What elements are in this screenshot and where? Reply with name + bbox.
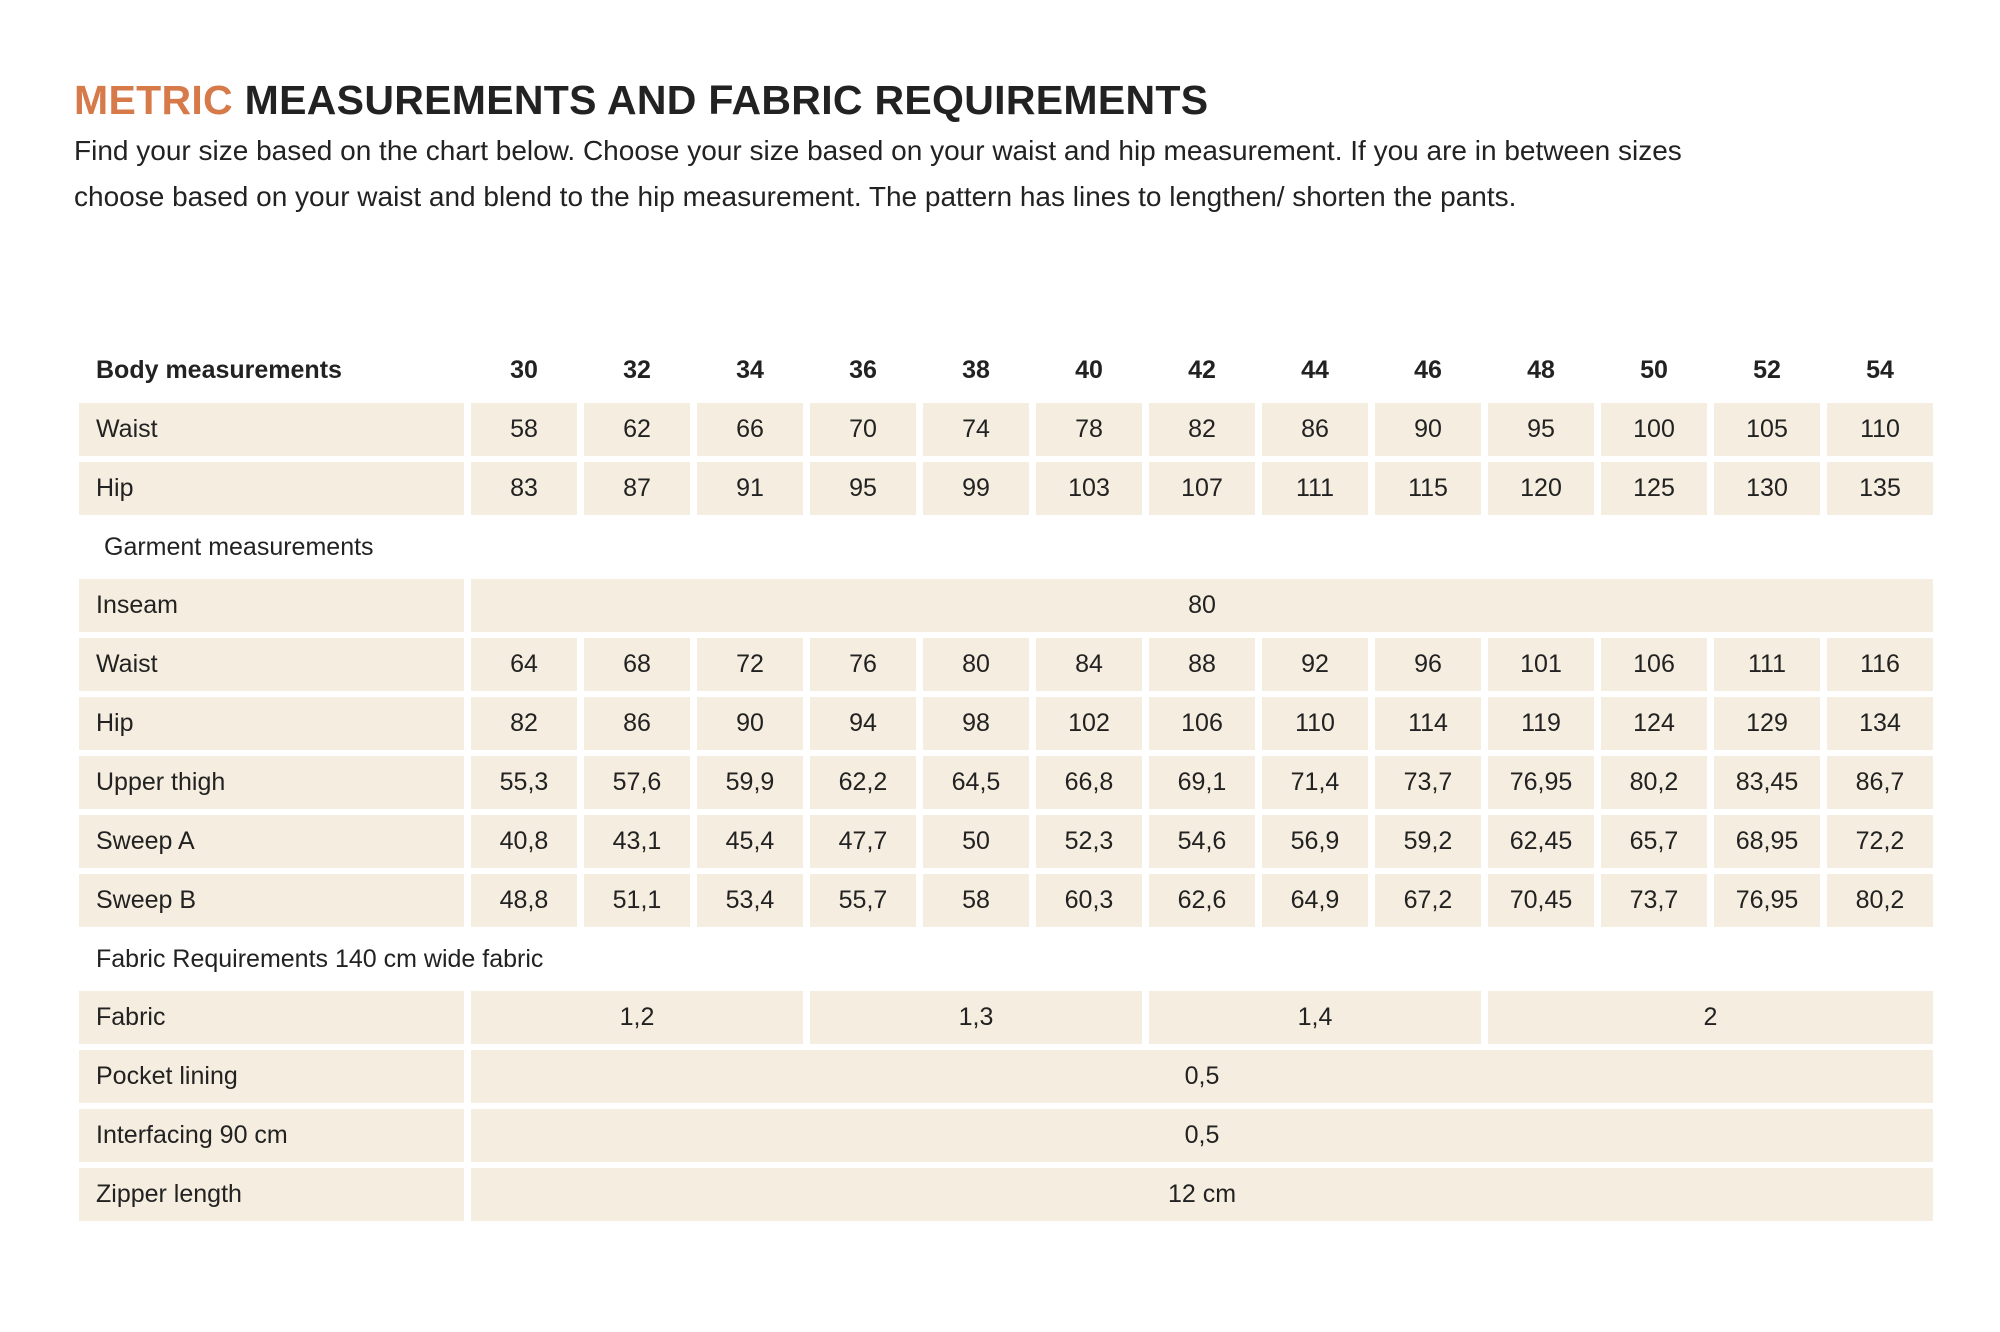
size-header: 32: [623, 356, 651, 384]
table-cell-merged: 1,3: [810, 991, 1142, 1044]
intro-line-1: Find your size based on the chart below. Choose your size based on your waist and hip measurement. If you are in between sizes: [74, 135, 1682, 166]
table-cell: 130: [1714, 462, 1820, 515]
table-cell: 80: [923, 638, 1029, 691]
table-row-body-waist: [79, 403, 1933, 456]
title-accent: METRIC: [74, 77, 233, 123]
table-cell: 59,2: [1375, 815, 1481, 868]
table-row-pocket-lining: [79, 1050, 1933, 1103]
table-cell: 68,95: [1714, 815, 1820, 868]
table-cell: 43,1: [584, 815, 690, 868]
table-cell: 76,95: [1488, 756, 1594, 809]
table-row-garment-hip: [79, 697, 1933, 750]
table-cell: 83: [471, 462, 577, 515]
table-cell: 76,95: [1714, 874, 1820, 927]
row-label: Inseam: [79, 579, 464, 632]
table-cell: 115: [1375, 462, 1481, 515]
table-cell: 83,45: [1714, 756, 1820, 809]
row-label: Hip: [79, 697, 464, 750]
table-row-body-hip: [79, 462, 1933, 515]
table-cell: 54,6: [1149, 815, 1255, 868]
table-cell: 62,45: [1488, 815, 1594, 868]
table-cell: 55,7: [810, 874, 916, 927]
table-row-garment-waist: [79, 638, 1933, 691]
table-cell-merged: 2: [1488, 991, 1933, 1044]
row-label: Sweep B: [79, 874, 464, 927]
table-cell: 73,7: [1375, 756, 1481, 809]
table-row-sweep-b: [79, 874, 1933, 927]
table-cell: 74: [923, 403, 1029, 456]
table-cell: 73,7: [1601, 874, 1707, 927]
table-cell: 110: [1262, 697, 1368, 750]
table-cell: 101: [1488, 638, 1594, 691]
row-label: Pocket lining: [79, 1050, 464, 1103]
size-header: 30: [510, 356, 538, 384]
table-cell: 72: [697, 638, 803, 691]
body-measurements-label: Body measurements: [96, 356, 342, 384]
table-cell: 59,9: [697, 756, 803, 809]
table-cell: 58: [471, 403, 577, 456]
table-cell: 86,7: [1827, 756, 1933, 809]
intro-text: [74, 128, 1926, 220]
table-cell-merged: 1,4: [1149, 991, 1481, 1044]
table-cell: 60,3: [1036, 874, 1142, 927]
table-cell: 67,2: [1375, 874, 1481, 927]
table-cell: 80,2: [1601, 756, 1707, 809]
size-header: 44: [1301, 356, 1329, 384]
size-header: 54: [1866, 356, 1894, 384]
row-label: Fabric: [79, 991, 464, 1044]
intro-line-2: choose based on your waist and blend to the hip measurement. The pattern has lines to lengthen/ shorten the pants.: [74, 181, 1517, 212]
table-cell: 70,45: [1488, 874, 1594, 927]
table-cell: 48,8: [471, 874, 577, 927]
row-label: Sweep A: [79, 815, 464, 868]
table-cell: 57,6: [584, 756, 690, 809]
table-cell: 80,2: [1827, 874, 1933, 927]
table-cell: 64,9: [1262, 874, 1368, 927]
table-cell-merged: 0,5: [471, 1109, 1933, 1162]
table-cell: 88: [1149, 638, 1255, 691]
table-cell: 116: [1827, 638, 1933, 691]
table-cell: 72,2: [1827, 815, 1933, 868]
size-header: 48: [1527, 356, 1555, 384]
table-row-fabric: [79, 991, 1933, 1044]
table-cell: 66,8: [1036, 756, 1142, 809]
table-cell: 56,9: [1262, 815, 1368, 868]
row-label: Waist: [79, 638, 464, 691]
body-measurements-header-row: [79, 344, 1933, 397]
table-cell: 96: [1375, 638, 1481, 691]
page-title: [74, 74, 1926, 126]
size-header: 40: [1075, 356, 1103, 384]
fabric-requirements-label: Fabric Requirements 140 cm wide fabric: [96, 944, 544, 973]
table-row-zipper-length: [79, 1168, 1933, 1221]
row-label: Upper thigh: [79, 756, 464, 809]
table-cell: 105: [1714, 403, 1820, 456]
table-cell: 62: [584, 403, 690, 456]
table-cell: 76: [810, 638, 916, 691]
row-label: Hip: [79, 462, 464, 515]
table-cell: 78: [1036, 403, 1142, 456]
garment-measurements-label: Garment measurements: [104, 532, 374, 561]
table-row-upper-thigh: [79, 756, 1933, 809]
row-label: Interfacing 90 cm: [79, 1109, 464, 1162]
table-row-inseam: [79, 579, 1933, 632]
table-cell: 64: [471, 638, 577, 691]
table-cell: 106: [1149, 697, 1255, 750]
row-label: Waist: [79, 403, 464, 456]
size-header: 42: [1188, 356, 1216, 384]
table-cell: 64,5: [923, 756, 1029, 809]
table-cell: 134: [1827, 697, 1933, 750]
table-cell: 53,4: [697, 874, 803, 927]
table-cell: 100: [1601, 403, 1707, 456]
table-cell: 87: [584, 462, 690, 515]
size-header: 38: [962, 356, 990, 384]
table-cell: 106: [1601, 638, 1707, 691]
garment-measurements-section-row: [79, 521, 1933, 573]
table-cell: 62,2: [810, 756, 916, 809]
page-header: [74, 74, 1926, 220]
table-row-interfacing: [79, 1109, 1933, 1162]
table-cell: 90: [697, 697, 803, 750]
table-cell: 111: [1262, 462, 1368, 515]
table-cell-merged: 80: [471, 579, 1933, 632]
table-cell: 125: [1601, 462, 1707, 515]
table-cell-merged: 1,2: [471, 991, 803, 1044]
table-cell-merged: 0,5: [471, 1050, 1933, 1103]
table-cell: 82: [1149, 403, 1255, 456]
table-cell: 68: [584, 638, 690, 691]
size-chart-table: [72, 338, 1940, 1227]
table-cell: 45,4: [697, 815, 803, 868]
table-cell: 95: [1488, 403, 1594, 456]
table-cell: 114: [1375, 697, 1481, 750]
table-cell: 71,4: [1262, 756, 1368, 809]
table-cell-merged: 12 cm: [471, 1168, 1933, 1221]
table-cell: 102: [1036, 697, 1142, 750]
table-cell: 40,8: [471, 815, 577, 868]
row-label: Zipper length: [79, 1168, 464, 1221]
size-header: 50: [1640, 356, 1668, 384]
size-chart-body: [79, 344, 1933, 1221]
fabric-requirements-section-row: [79, 933, 1933, 985]
table-cell: 95: [810, 462, 916, 515]
table-cell: 62,6: [1149, 874, 1255, 927]
size-header: 52: [1753, 356, 1781, 384]
table-cell: 58: [923, 874, 1029, 927]
table-cell: 120: [1488, 462, 1594, 515]
table-cell: 50: [923, 815, 1029, 868]
table-cell: 111: [1714, 638, 1820, 691]
table-cell: 69,1: [1149, 756, 1255, 809]
table-cell: 52,3: [1036, 815, 1142, 868]
table-cell: 51,1: [584, 874, 690, 927]
size-header: 46: [1414, 356, 1442, 384]
title-rest: MEASUREMENTS AND FABRIC REQUIREMENTS: [244, 77, 1209, 123]
table-cell: 47,7: [810, 815, 916, 868]
table-cell: 124: [1601, 697, 1707, 750]
table-cell: 91: [697, 462, 803, 515]
size-header: 36: [849, 356, 877, 384]
table-cell: 65,7: [1601, 815, 1707, 868]
table-cell: 84: [1036, 638, 1142, 691]
table-cell: 107: [1149, 462, 1255, 515]
table-cell: 119: [1488, 697, 1594, 750]
table-cell: 135: [1827, 462, 1933, 515]
table-cell: 82: [471, 697, 577, 750]
table-cell: 99: [923, 462, 1029, 515]
table-cell: 98: [923, 697, 1029, 750]
table-cell: 129: [1714, 697, 1820, 750]
table-cell: 103: [1036, 462, 1142, 515]
table-row-sweep-a: [79, 815, 1933, 868]
table-cell: 66: [697, 403, 803, 456]
size-header: 34: [736, 356, 764, 384]
table-cell: 110: [1827, 403, 1933, 456]
table-cell: 94: [810, 697, 916, 750]
table-cell: 86: [584, 697, 690, 750]
table-cell: 55,3: [471, 756, 577, 809]
table-cell: 70: [810, 403, 916, 456]
table-cell: 86: [1262, 403, 1368, 456]
table-cell: 90: [1375, 403, 1481, 456]
table-cell: 92: [1262, 638, 1368, 691]
